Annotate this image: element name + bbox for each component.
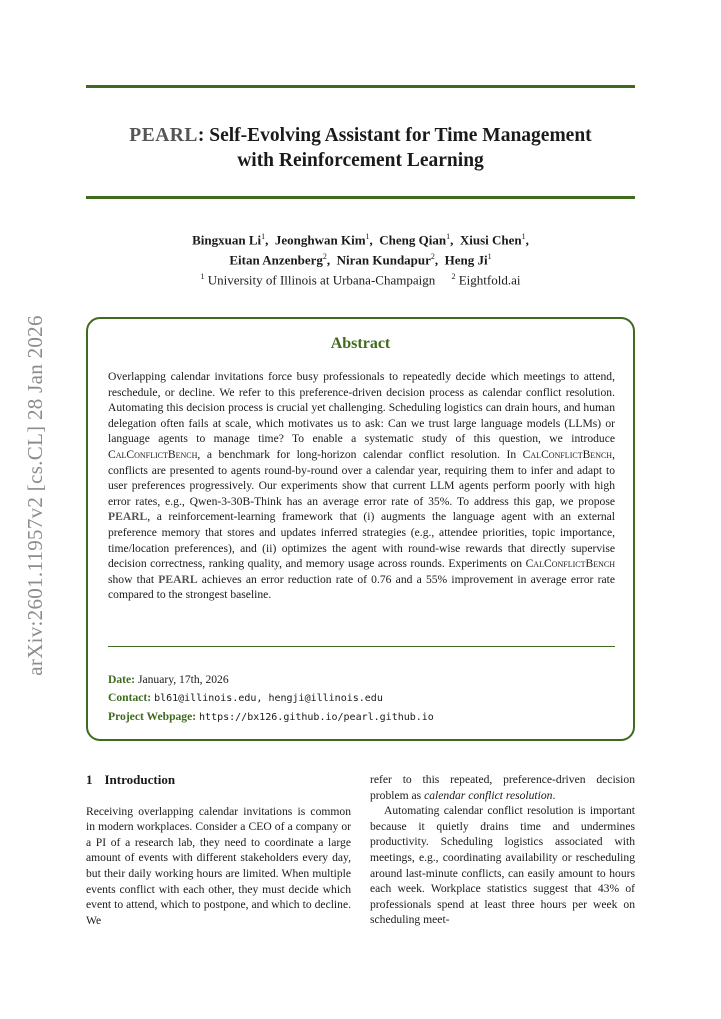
emphasized-term: calendar conflict resolution (424, 788, 553, 802)
author-affil-mark: 1 (261, 232, 266, 241)
affil-name: University of Illinois at Urbana-Champaign (207, 272, 436, 288)
affil-number: 1 (200, 272, 205, 281)
webpage-row (108, 708, 615, 727)
contact-emails[interactable]: bl61@illinois.edu, hengji@illinois.edu (154, 693, 383, 704)
abstract-text: Overlapping calendar invitations force busy professionals to repeatedly decide which meetings to attend, reschedule, or decline. We refer to this preference-driven decision process as calendar conflict resolution. Automating this decision process is crucial yet challenging. Scheduling logistics can drain hours, and human delegation often fails at scale, which motivates us to ask: Can we trust large language models (LLMs) or language agents to manage time? To enable a systematic study of this question, we introduce CalConflictBench, a benchmark for long-horizon calendar conflict resolution. In CalConflictBench, conflicts are presented to agents round-by-round over a calendar year, requiring them to infer and adapt to user preferences progressively. Our experiments show that current LLM agents perform poorly with high error rates, e.g., Qwen-3-30B-Think has an average error rate of 35%. To address this gap, we propose PEARL, a reinforcement-learning framework that (i) augments the language agent with an external preference memory that stores and updates inferred strategies (e.g., attendee priorities, topic importance, time/location preferences), and (ii) optimizes the agent with round-wise rewards that directly supervise decision correctness, ranking quality, and memory usage across rounds. Experiments on CalConflictBench show that PEARL achieves an error reduction rate of 0.76 and a 55% improvement in average error rate compared to the strongest baseline. (108, 370, 615, 602)
webpage-label: Project Webpage: (108, 710, 197, 723)
author-name: Heng Ji (444, 252, 488, 268)
intro-paragraph: Receiving overlapping calendar invitations is common in modern workplaces. Consider a CEO of a company or a PI of a research lab, they need to coordinate a large amount of events with different stakeholders every day, but their daily working hours are limited. When multiple events conflict with each other, they must decide which event to attend, which to postpone, and which to decline. We (86, 804, 351, 927)
author-name: Xiusi Chen (459, 232, 522, 248)
title-line1: : Self-Evolving Assistant for Time Management (197, 125, 592, 146)
section-title: Introduction (104, 772, 176, 787)
author-affil-mark: 1 (521, 232, 526, 241)
date-row (108, 671, 615, 689)
affil-name: Eightfold.ai (458, 272, 521, 288)
method-acronym: PEARL (158, 572, 198, 586)
arxiv-sidebar (20, 300, 50, 690)
title-bottom-rule (86, 196, 635, 199)
paper-title (86, 123, 635, 173)
left-column (86, 772, 351, 928)
section-heading (86, 772, 351, 788)
right-column (370, 772, 635, 928)
author-affil-mark: 1 (365, 232, 370, 241)
author-name: Jeonghwan Kim (274, 232, 366, 248)
author-name: Bingxuan Li (192, 232, 262, 248)
title-line2: with Reinforcement Learning (237, 150, 484, 171)
affiliations (86, 268, 635, 288)
author-affil-mark: 2 (430, 252, 435, 262)
author-name: Eitan Anzenberg (229, 252, 323, 268)
author-name: Niran Kundapur (336, 252, 431, 268)
contact-label: Contact: (108, 691, 152, 704)
author-affil-mark: 1 (487, 252, 492, 262)
intro-continuation: refer to this repeated, preference-driven decision problem as calendar conflict resolution. (370, 773, 635, 802)
date-value: January, 17th, 2026 (137, 673, 229, 686)
abstract-divider (108, 646, 615, 647)
arxiv-identifier: arXiv:2601.11957v2 [cs.CL] 28 Jan 2026 (22, 314, 47, 676)
benchmark-name: CalConflictBench (522, 447, 613, 461)
date-label: Date: (108, 673, 136, 686)
abstract-heading: Abstract (330, 335, 391, 352)
method-acronym: PEARL (108, 510, 148, 524)
title-top-rule (86, 85, 635, 88)
author-name: Cheng Qian (379, 232, 447, 248)
paper-metadata (108, 671, 615, 727)
section-number: 1 (86, 772, 93, 787)
contact-row (108, 689, 615, 708)
webpage-link[interactable]: https://bx126.github.io/pearl.github.io (199, 712, 434, 723)
benchmark-name: CalConflictBench (525, 557, 615, 571)
author-affil-mark: 2 (322, 252, 327, 262)
intro-paragraph-2: Automating calendar conflict resolution is important because it quietly drains time and undermines productivity. Scheduling logistics associated with meetings, e.g., coordinating availability or rescheduling around last-minute conflicts, can easily amount to hours each week. Workplace statistics suggest that 43% of professionals spend at least three hours per week on scheduling meet- (370, 804, 635, 927)
benchmark-name: CalConflictBench (108, 447, 198, 461)
author-list: Bingxuan Li$^1$, Jeonghwan Kim$^1$, Cheng Qian$^1$, Xiusi Chen$^1$, Eitan Anzenberg$^2$, Niran Kundapur$^2$, Heng Ji$^1$ (192, 232, 529, 268)
affil-number: 2 (451, 272, 456, 281)
abstract-box (86, 317, 635, 741)
author-affil-mark: 1 (446, 232, 451, 241)
title-acronym: PEARL (129, 125, 198, 146)
